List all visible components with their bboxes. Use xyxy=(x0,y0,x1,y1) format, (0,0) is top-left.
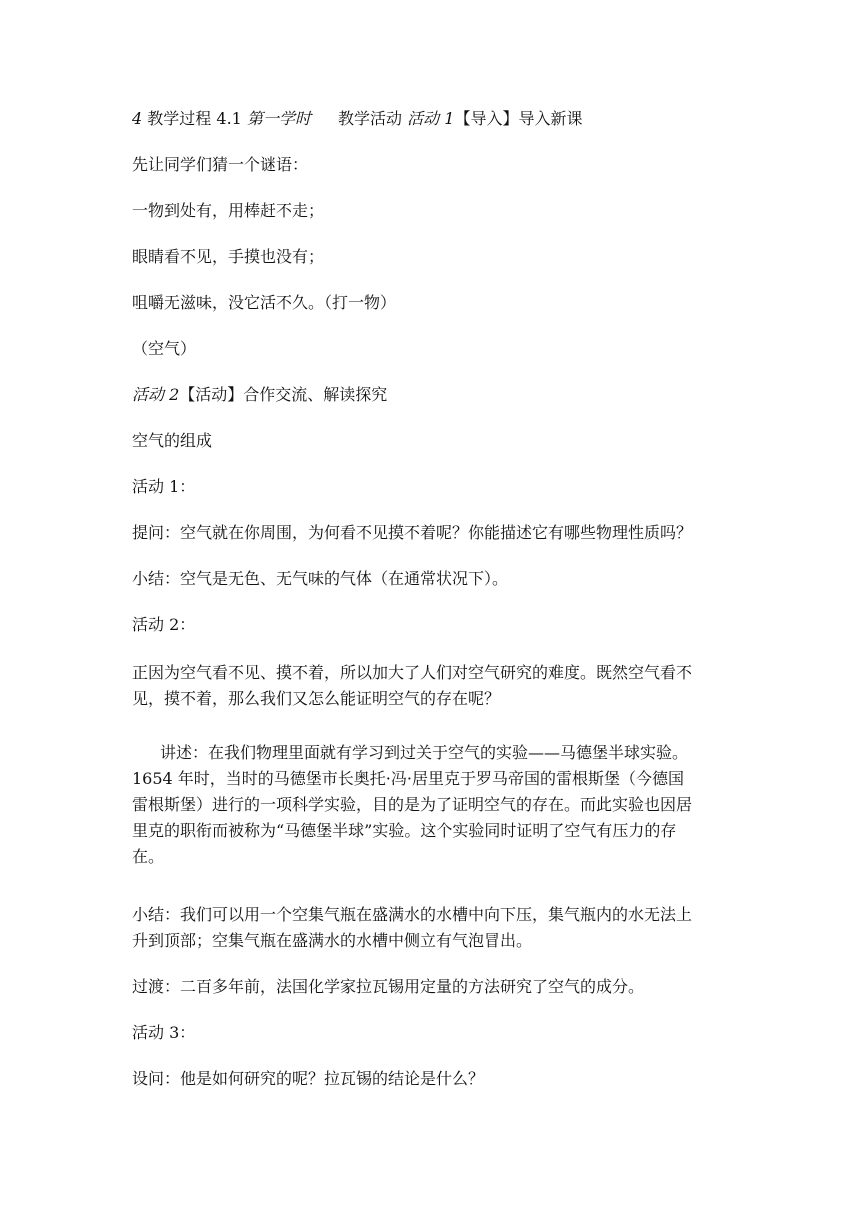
header-activity-label: 教学活动 xyxy=(338,109,403,128)
paragraph-summary-2-line2: 升到顶部；空集气瓶在盛满水的水槽中侧立有气泡冒出。 xyxy=(132,931,533,950)
activity2-italic: 活动 2 xyxy=(132,385,180,404)
paragraph-summary-2 xyxy=(132,902,740,954)
header-lesson: 第一学时 xyxy=(246,109,311,128)
activity2-rest: 【活动】合作交流、解读探究 xyxy=(179,385,388,404)
paragraph-summary-2-line1: 小结：我们可以用一个空集气瓶在盛满水的水槽中向下压，集气瓶内的水无法上 xyxy=(132,905,693,924)
paragraph-riddle-answer: （空气） xyxy=(132,339,197,358)
paragraph-riddle-line2: 眼睛看不见，手摸也没有； xyxy=(132,247,325,266)
paragraph-activity-3: 活动 3： xyxy=(132,1023,196,1042)
paragraph-activity2-heading xyxy=(132,382,740,408)
lesson-header xyxy=(132,106,740,132)
paragraph-lavoisier-question: 设问：他是如何研究的呢？拉瓦锡的结论是什么？ xyxy=(132,1069,485,1088)
paragraph-difficulty-line1: 正因为空气看不见、摸不着，所以加大了人们对空气研究的难度。既然空气看不 xyxy=(132,663,693,682)
paragraph-narration-line5: 在。 xyxy=(132,847,165,866)
paragraph-narration-line4: 里克的职衔而被称为“马德堡半球”实验。这个实验同时证明了空气有压力的存 xyxy=(132,821,677,840)
header-activity1-italic: 活动 1 xyxy=(407,109,455,128)
paragraph-narration xyxy=(132,740,740,870)
paragraph-riddle-intro: 先让同学们猜一个谜语： xyxy=(132,155,309,174)
paragraph-narration-line2: 1654 年时，当时的马德堡市长奥托·冯·居里克于罗马帝国的雷根斯堡（今德国 xyxy=(132,769,684,788)
paragraph-difficulty-line2: 见，摸不着，那么我们又怎么能证明空气的存在呢？ xyxy=(132,689,501,708)
paragraph-activity-1: 活动 1： xyxy=(132,477,196,496)
header-activity1-tag: 【导入】导入新课 xyxy=(454,109,583,128)
paragraph-summary-1: 小结：空气是无色、无气味的气体（在通常状况下）。 xyxy=(132,569,509,588)
paragraph-narration-line1: 讲述：在我们物理里面就有学习到过关于空气的实验——马德堡半球实验。 xyxy=(160,743,689,762)
paragraph-activity-2: 活动 2： xyxy=(132,615,196,634)
paragraph-air-composition: 空气的组成 xyxy=(132,431,213,450)
paragraph-difficulty xyxy=(132,660,740,712)
header-section: 4.1 xyxy=(216,109,242,128)
paragraph-riddle-line1: 一物到处有，用棒赶不走； xyxy=(132,201,325,220)
paragraph-riddle-line3: 咀嚼无滋味，没它活不久。（打一物） xyxy=(132,293,397,312)
paragraph-narration-line3: 雷根斯堡）进行的一项科学实验，目的是为了证明空气的存在。而此实验也因居 xyxy=(132,795,693,814)
paragraph-question: 提问：空气就在你周围，为何看不见摸不着呢？你能描述它有哪些物理性质吗？ xyxy=(132,523,693,542)
header-number: 4 xyxy=(132,109,143,128)
paragraph-transition: 过渡：二百多年前，法国化学家拉瓦锡用定量的方法研究了空气的成分。 xyxy=(132,977,645,996)
header-process: 教学过程 xyxy=(147,109,212,128)
